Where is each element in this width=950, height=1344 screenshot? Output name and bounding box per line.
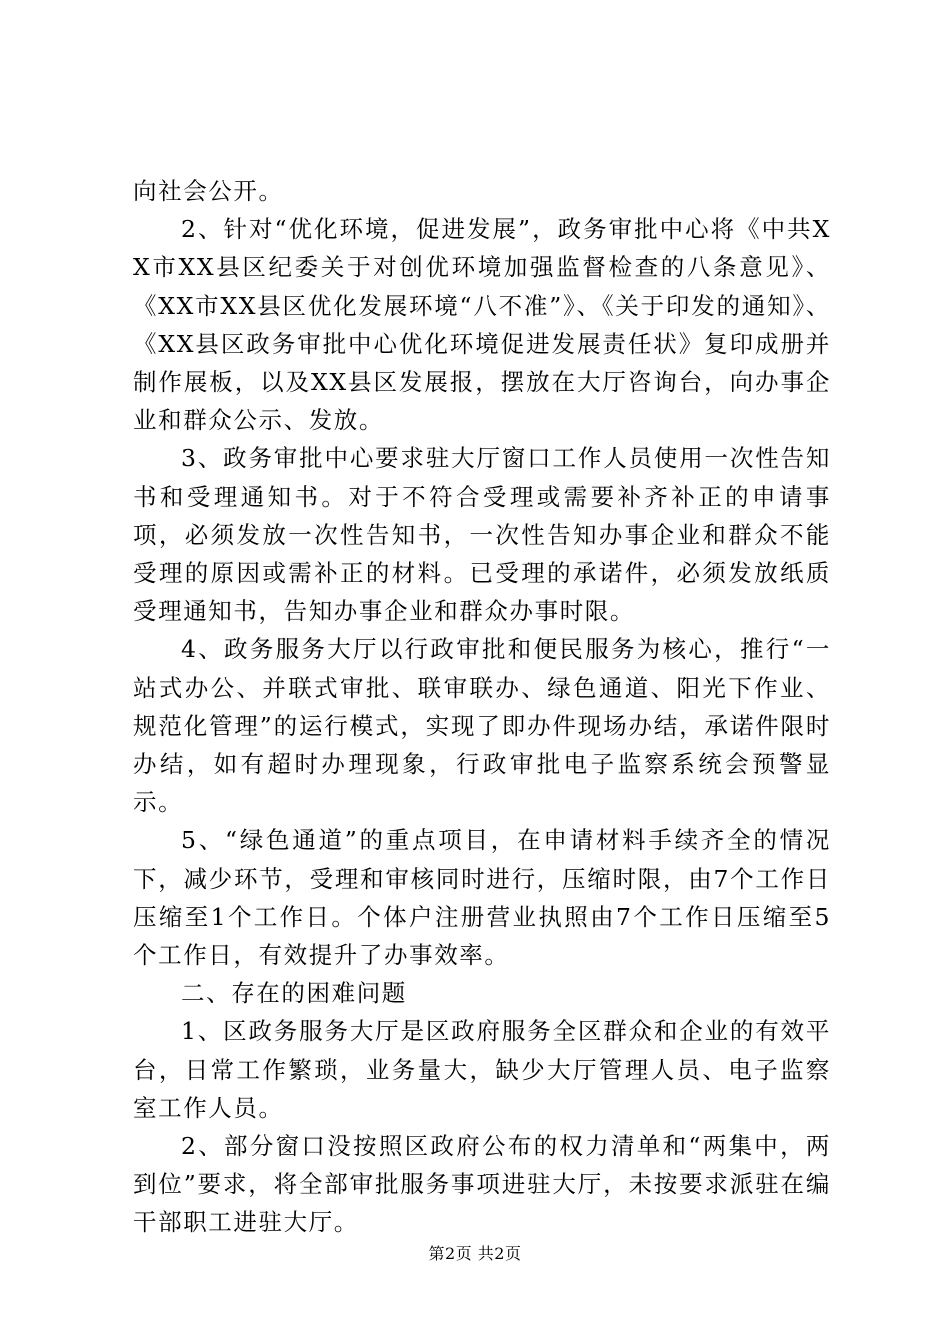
paragraph-problem-1: 1、区政务服务大厅是区政府服务全区群众和企业的有效平台，日常工作繁琐，业务量大，缺少大厅管理人员、电子监察室工作人员。	[133, 1017, 831, 1122]
paragraph-item-3: 3、政务审批中心要求驻大厅窗口工作人员使用一次性告知书和受理通知书。对于不符合受理或需要补齐补正的申请事项，必须发放一次性告知书，一次性告知办事企业和群众不能受理的原因或需补正的材料。已受理的承诺件，必须发放纸质受理通知书，告知办事企业和群众办事时限。	[133, 444, 831, 626]
document-body	[133, 172, 831, 1242]
paragraph-continuation: 向社会公开。	[133, 177, 284, 205]
paragraph-item-2: 2、针对“优化环境，促进发展”，政务审批中心将《中共XX市XX县区纪委关于对创优环境加强监督检查的八条意见》、《XX市XX县区优化发展环境“八不准”》、《关于印发的通知》、《XX县区政务审批中心优化环境促进发展责任状》复印成册并制作展板，以及XX县区发展报，摆放在大厅咨询台，向办事企业和群众公示、发放。	[133, 215, 831, 435]
paragraph-item-5: 5、“绿色通道”的重点项目，在申请材料手续齐全的情况下，减少环节，受理和审核同时进行，压缩时限，由7个工作日压缩至1个工作日。个体户注册营业执照由7个工作日压缩至5个工作日，有效提升了办事效率。	[133, 826, 831, 970]
page-number-footer: 第2页 共2页	[428, 1244, 522, 1263]
paragraph-problem-2: 2、部分窗口没按照区政府公布的权力清单和“两集中，两到位”要求，将全部审批服务事项进驻大厅，未按要求派驻在编干部职工进驻大厅。	[133, 1132, 831, 1237]
paragraph-item-4: 4、政务服务大厅以行政审批和便民服务为核心，推行“一站式办公、并联式审批、联审联办、绿色通道、阳光下作业、规范化管理”的运行模式，实现了即办件现场办结，承诺件限时办结，如有超时办理现象，行政审批电子监察系统会预警显示。	[133, 635, 831, 817]
section-heading-problems: 二、存在的困难问题	[181, 979, 407, 1008]
